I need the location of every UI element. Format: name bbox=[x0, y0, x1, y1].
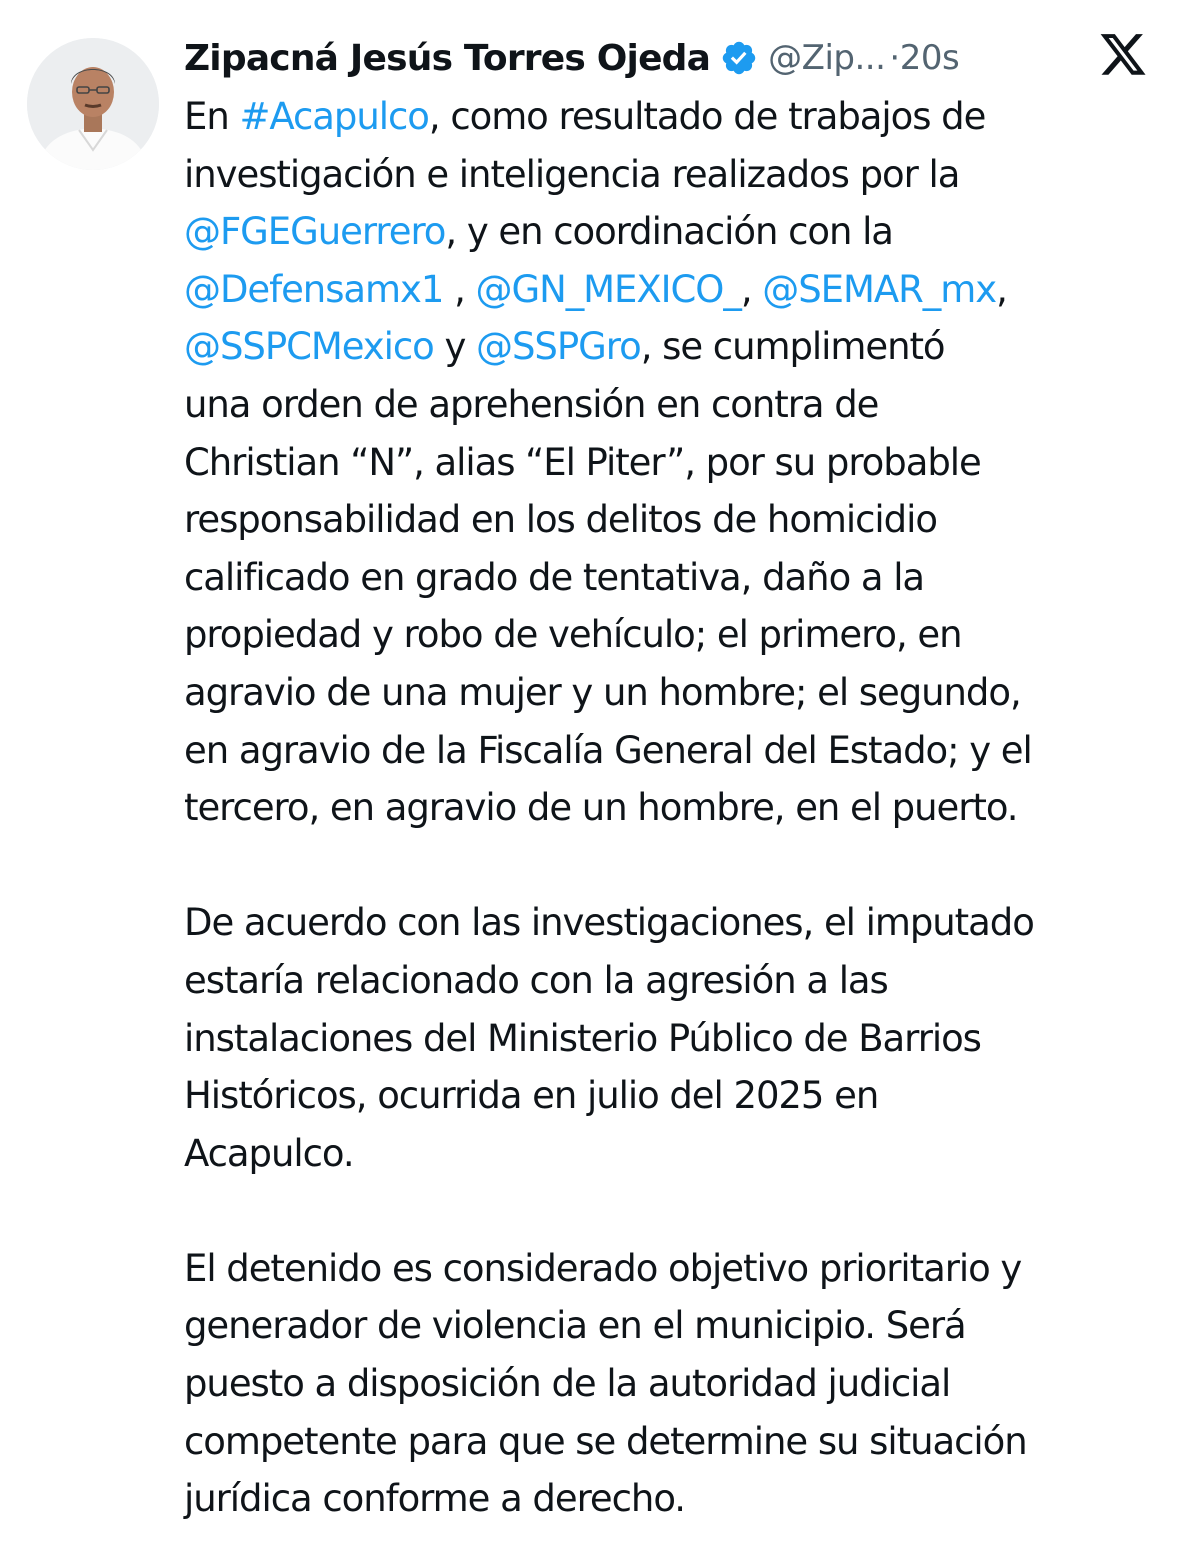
text-line: Acapulco. bbox=[184, 1131, 354, 1175]
mention-fgeguerrero-link[interactable]: @FGEGuerrero bbox=[184, 210, 446, 254]
mention-sspcmexico-link[interactable]: @SSPCMexico bbox=[184, 325, 434, 369]
text-span: , se cumplimentó bbox=[640, 325, 945, 369]
text-line bbox=[184, 318, 1174, 376]
paragraph-3 bbox=[184, 1240, 1174, 1528]
text-line: investigación e inteligencia realizados por la bbox=[184, 152, 960, 196]
avatar-photo bbox=[27, 38, 159, 170]
hashtag-acapulco-link[interactable]: #Acapulco bbox=[239, 95, 429, 138]
text-span: , y en coordinación con la bbox=[445, 210, 893, 254]
verified-badge-icon bbox=[720, 39, 758, 77]
tweet-timestamp[interactable]: 20s bbox=[899, 38, 960, 78]
text-line bbox=[184, 261, 1174, 319]
text-line: responsabilidad en los delitos de homicidio bbox=[184, 498, 937, 542]
text-line: De acuerdo con las investigaciones, el imputado bbox=[184, 901, 1034, 945]
mention-sspgro-link[interactable]: @SSPGro bbox=[476, 325, 641, 369]
mention-semar-mx-link[interactable]: @SEMAR_mx bbox=[762, 267, 997, 311]
text-line: tercero, en agravio de un hombre, en el puerto. bbox=[184, 786, 1018, 830]
text-line: en agravio de la Fiscalía General del Estado; y el bbox=[184, 728, 1032, 772]
x-logo-icon bbox=[1098, 34, 1148, 80]
text-span: y bbox=[433, 325, 477, 369]
text-span: , como resultado de trabajos de bbox=[428, 95, 986, 138]
paragraph-2 bbox=[184, 894, 1174, 1182]
text-line: generador de violencia en el municipio. Será bbox=[184, 1304, 966, 1348]
text-span: , bbox=[996, 267, 1007, 311]
text-line: Christian “N”, alias “El Piter”, por su probable bbox=[184, 440, 981, 484]
mention-defensamx1-link[interactable]: @Defensamx1 bbox=[184, 267, 444, 311]
text-line: una orden de aprehensión en contra de bbox=[184, 382, 879, 426]
text-line: calificado en grado de tentativa, daño a la bbox=[184, 555, 925, 599]
tweet-text bbox=[184, 88, 1174, 1528]
text-line bbox=[184, 88, 1174, 146]
author-name[interactable]: Zipacná Jesús Torres Ojeda bbox=[184, 37, 711, 79]
text-line: agravio de una mujer y un hombre; el segundo, bbox=[184, 670, 1021, 714]
text-line: competente para que se determine su situación bbox=[184, 1419, 1027, 1463]
tweet-header bbox=[184, 30, 1064, 86]
text-line: instalaciones del Ministerio Público de Barrios bbox=[184, 1016, 981, 1060]
text-span: , bbox=[443, 267, 476, 311]
text-line: estaría relacionado con la agresión a las bbox=[184, 958, 888, 1002]
text-line: propiedad y robo de vehículo; el primero, en bbox=[184, 613, 962, 657]
text-line: El detenido es considerado objetivo prioritario y bbox=[184, 1246, 1022, 1290]
header-separator: · bbox=[889, 38, 900, 78]
text-span: , bbox=[740, 267, 763, 311]
author-handle[interactable]: @Zip... bbox=[768, 38, 886, 78]
text-line: Históricos, ocurrida en julio del 2025 en bbox=[184, 1074, 879, 1118]
text-span: En bbox=[184, 95, 240, 138]
paragraph-gap bbox=[184, 837, 1174, 895]
paragraph-1 bbox=[184, 88, 1174, 837]
mention-gn-mexico-link[interactable]: @GN_MEXICO_ bbox=[475, 267, 741, 311]
author-avatar[interactable] bbox=[27, 38, 159, 170]
text-line bbox=[184, 203, 1174, 261]
text-line: jurídica conforme a derecho. bbox=[184, 1477, 685, 1521]
text-line: puesto a disposición de la autoridad judicial bbox=[184, 1362, 951, 1406]
paragraph-gap bbox=[184, 1182, 1174, 1240]
